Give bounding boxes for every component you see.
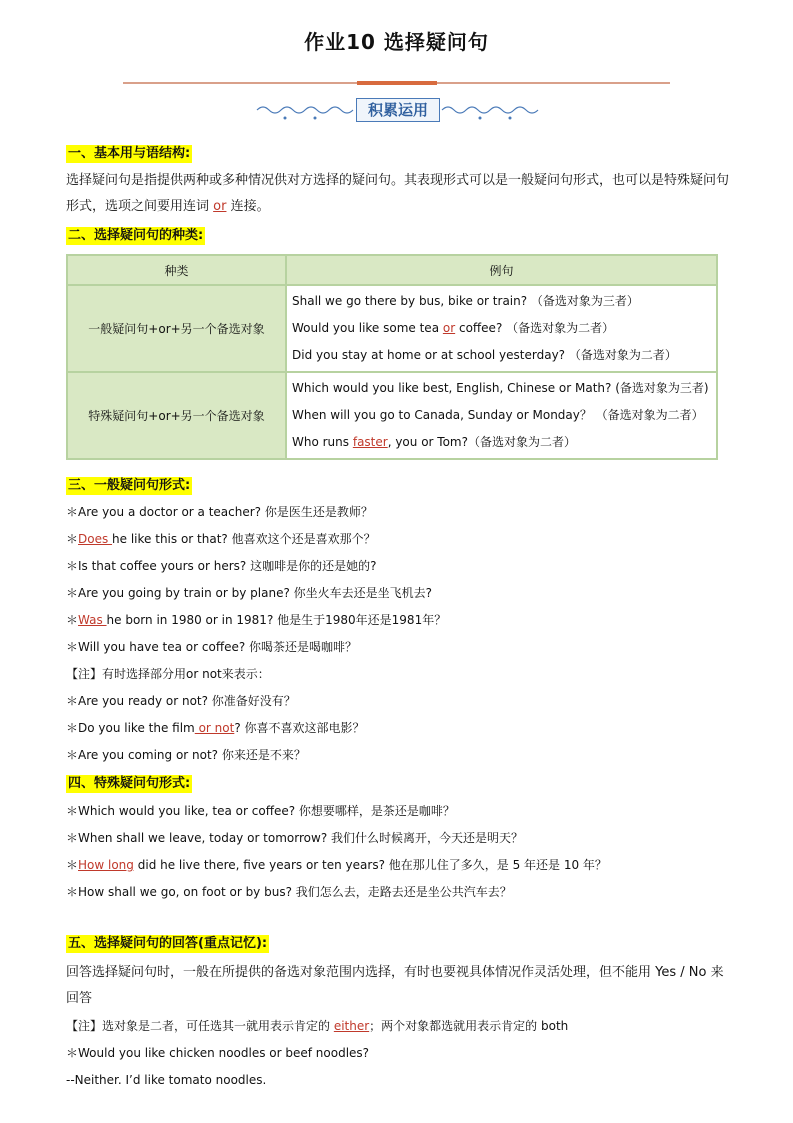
example-line: ＊Are you coming or not? 你来还是不来？ [66,748,306,762]
type-cell: 一般疑问句+or+另一个备选对象 [67,285,286,372]
body-text: 选择疑问句是指提供两种或多种情况供对方选择的疑问句。其表现形式可以是一般疑问句形式，也可以是特殊疑问句形式，选项之间要用连词 [66,173,730,214]
example-sentence: Which would you like best, English, Chinese or Math? (备选对象为三者) [292,381,709,395]
banner-label: 积累运用 [356,98,440,122]
example-line: ＊Is that coffee yours or hers? 这咖啡是你的还是她的? [66,559,377,573]
examples-cell [286,372,717,459]
example-sentence: Did you stay at home or at school yesterday? （备选对象为二者） [292,348,677,362]
example-line: ＊Which would you like, tea or coffee? 你想要哪样，是茶还是咖啡？ [66,804,455,818]
example-line: ＊Will you have tea or coffee? 你喝茶还是喝咖啡？ [66,640,358,654]
example-line: ＊Are you going by train or by plane? 你坐火车去还是坐飞机去? [66,586,433,600]
note-line: 【注】选对象是二者，可任选其一就用表示肯定的 either；两个对象都选就用表示肯定的 both [66,1019,569,1033]
example-sentence: Who runs faster, you or Tom?（备选对象为二者） [292,435,576,449]
example-sentence: When will you go to Canada, Sunday or Monday？ （备选对象为二者） [292,408,704,422]
examples-cell [286,285,717,372]
table-row [67,285,717,372]
example-line: --Neither. I’d like tomato noodles. [66,1073,267,1087]
section-1-body [66,168,731,220]
section-heading-2: 二、选择疑问句的种类: [68,228,204,243]
table-row [67,372,717,459]
highlight-word: or [213,199,227,214]
question-types-table [66,254,718,460]
section-heading-3: 三、一般疑问句形式: [68,478,191,493]
example-line: ＊Do you like the film or not? 你喜不喜欢这部电影？ [66,721,365,735]
note-line: 【注】有时选择部分用or not来表示： [66,667,270,681]
section-heading-5: 五、选择疑问句的回答(重点记忆): [68,936,268,951]
type-cell: 特殊疑问句+or+另一个备选对象 [67,372,286,459]
body-text: 连接。 [226,199,270,214]
example-line: ＊Are you a doctor or a teacher? 你是医生还是教师？ [66,505,373,519]
example-line: ＊How long did he live there, five years or ten years? 他在那儿住了多久，是 5 年还是 10 年？ [66,858,607,872]
section-heading-1: 一、基本用与语结构: [68,146,191,161]
example-sentence: Shall we go there by bus, bike or train? （备选对象为三者） [292,294,639,308]
table-header-row [67,255,717,285]
section-heading-4: 四、特殊疑问句形式: [68,776,191,791]
example-line: ＊Was he born in 1980 or in 1981? 他是生于1980年还是1981年？ [66,613,447,627]
section-5-body: 回答选择疑问句时，一般在所提供的备选对象范围内选择，有时也要视具体情况作灵活处理，但不能用 Yes / No 来回答 [66,965,724,1006]
column-header-type: 种类 [67,255,286,285]
title-divider [123,82,670,84]
column-header-examples: 例句 [286,255,717,285]
example-sentence: Would you like some tea or coffee? （备选对象为二者） [292,321,615,335]
example-line: ＊How shall we go, on foot or by bus? 我们怎么去，走路去还是坐公共汽车去？ [66,885,512,899]
section-banner [255,96,540,124]
example-line: ＊When shall we leave, today or tomorrow? 我们什么时候离开，今天还是明天？ [66,831,523,845]
example-line: ＊Does he like this or that? 他喜欢这个还是喜欢那个？ [66,532,376,546]
example-line: ＊Would you like chicken noodles or beef noodles? [66,1046,370,1060]
example-line: ＊Are you ready or not? 你准备好没有？ [66,694,296,708]
page-title: 作业10 选择疑问句 [304,30,489,54]
